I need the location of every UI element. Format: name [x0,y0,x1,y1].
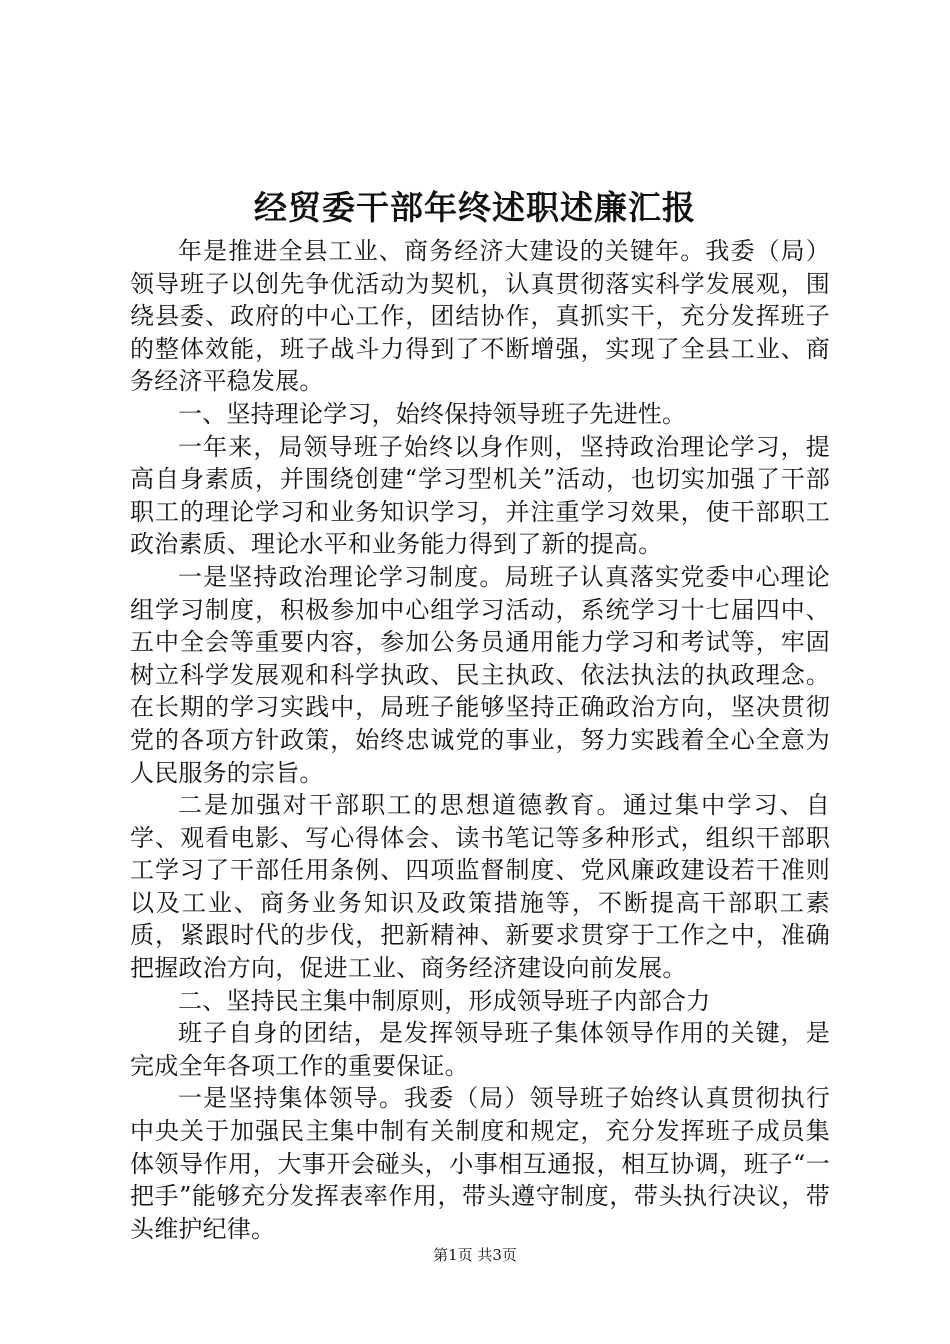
section-heading: 二、坚持民主集中制原则，形成领导班子内部合力 [178,986,711,1015]
body-paragraph: 年是推进全县工业、商务经济大建设的关键年。我委（局）领导班子以创先争优活动为契机，认真贯彻落实科学发展观，围绕县委、政府的中心工作，团结协作，真抓实干，充分发挥班子的整体效能，班子战斗力得到了不断增强，实现了全县工业、商务经济平稳发展。 [130,237,830,396]
page-number-footer: 第1页 共3页 [433,1246,517,1264]
document-title: 经贸委干部年终述职述廉汇报 [254,188,696,227]
section-heading: 一、坚持理论学习，始终保持领导班子先进性。 [178,399,687,428]
body-paragraph: 班子自身的团结，是发挥领导班子集体领导作用的关键，是完成全年各项工作的重要保证。 [130,1019,830,1080]
document-body [130,235,830,1245]
body-paragraph: 一年来，局领导班子始终以身作则，坚持政治理论学习，提高自身素质，并围绕创建“学习型机关”活动，也切实加强了干部职工的理论学习和业务知识学习，并注重学习效果，使干部职工政治素质、理论水平和业务能力得到了新的提高。 [130,432,830,559]
body-paragraph: 二是加强对干部职工的思想道德教育。通过集中学习、自学、观看电影、写心得体会、读书笔记等多种形式，组织干部职工学习了干部任用条例、四项监督制度、党风廉政建设若干准则以及工业、商务业务知识及政策措施等，不断提高干部职工素质，紧跟时代的步伐，把新精神、新要求贯穿于工作之中，准确把握政治方向，促进工业、商务经济建设向前发展。 [130,791,830,983]
body-paragraph: 一是坚持政治理论学习制度。局班子认真落实党委中心理论组学习制度，积极参加中心组学习活动，系统学习十七届四中、五中全会等重要内容，参加公务员通用能力学习和考试等，牢固树立科学发展观和科学执政、民主执政、依法执法的执政理念。在长期的学习实践中，局班子能够坚持正确政治方向，坚决贯彻党的各项方针政策，始终忠诚党的事业，努力实践着全心全意为人民服务的宗旨。 [130,562,830,787]
body-paragraph: 一是坚持集体领导。我委（局）领导班子始终认真贯彻执行中央关于加强民主集中制有关制度和规定，充分发挥班子成员集体领导作用，大事开会碰头，小事相互通报，相互协调，班子“一把手”能够充分发挥表率作用，带头遵守制度，带头执行决议，带头维护纪律。 [130,1084,830,1243]
